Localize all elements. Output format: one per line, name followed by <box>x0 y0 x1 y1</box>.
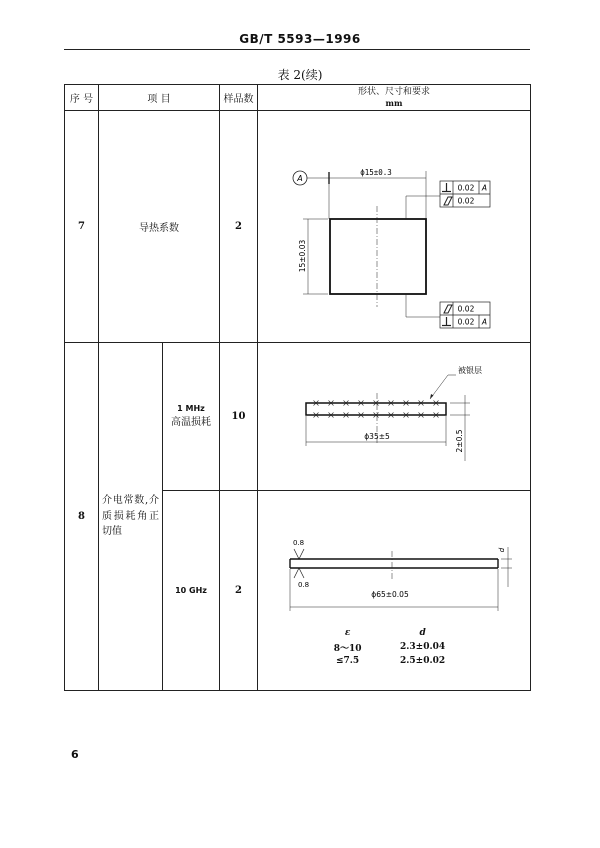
row7-samples: 2 <box>220 111 258 343</box>
disc-diameter: ϕ35±5 <box>364 432 390 441</box>
row8-item: 介电常数,介质损耗角正切值 <box>99 343 163 691</box>
table-caption: 表 2(续) <box>277 68 323 82</box>
table-row <box>65 111 531 343</box>
row8-sub1-samples: 10 <box>220 343 258 491</box>
datum-label: A <box>297 174 303 183</box>
tol-top-1-ref: A <box>481 183 488 193</box>
row8-sub1-condition: 高温损耗 <box>171 417 211 428</box>
permittivity-thickness-table <box>319 626 469 668</box>
specimen-outline <box>330 219 426 294</box>
disc-thickness: 2±0.5 <box>455 429 464 453</box>
row8-sub1-cond <box>163 343 220 491</box>
tol-bot-2-value: 0.02 <box>457 317 475 327</box>
row8-sub2-samples: 2 <box>220 491 258 691</box>
row7-item: 导热系数 <box>99 111 220 343</box>
coating-label: 被银层 <box>458 366 482 375</box>
row8-seq: 8 <box>65 343 99 691</box>
col-seq-header: 序 号 <box>65 85 99 111</box>
roughness-icon <box>294 549 304 559</box>
silvered-disc-drawing <box>258 343 530 487</box>
table-header-row <box>65 85 531 111</box>
spec-header-epsilon: ε <box>344 628 351 638</box>
height-dimension: 15±0.03 <box>298 239 307 273</box>
col-shape-header <box>258 85 531 111</box>
col-samples-header: 样品数 <box>220 85 258 111</box>
width-dimension: ϕ15±0.3 <box>360 168 392 177</box>
microwave-disc-drawing <box>258 491 530 623</box>
tol-bot-2-ref: A <box>481 317 488 327</box>
spec-row1-epsilon: 8～10 <box>333 643 362 654</box>
plate-thickness-symbol: d <box>498 547 506 553</box>
shape-header-label: 形状、尺寸和要求 <box>357 86 430 97</box>
row7-seq: 7 <box>65 111 99 343</box>
roughness-top-value: 0.8 <box>293 539 305 547</box>
spec-header-d: d <box>419 628 426 638</box>
row7-drawing-cell <box>258 111 531 343</box>
plate-diameter: ϕ65±0.05 <box>371 590 409 599</box>
tol-bot-1-value: 0.02 <box>457 304 475 314</box>
spec-row2-epsilon: ≤7.5 <box>335 656 360 666</box>
spec-row2-d: 2.5±0.02 <box>400 656 446 666</box>
roughness-icon <box>294 568 304 578</box>
requirements-table <box>64 84 531 691</box>
disc-outline <box>306 403 446 415</box>
row8-sub1-freq: 1 MHz <box>177 404 205 413</box>
flatness-icon <box>444 197 452 205</box>
page-number: 6 <box>71 748 79 761</box>
units-label: mm <box>385 97 403 108</box>
standard-header: GB/T 5593—1996 <box>239 32 361 46</box>
row8-sub2-drawing-cell <box>258 491 531 691</box>
table-row <box>65 343 531 491</box>
thermal-conductivity-specimen-drawing <box>258 111 530 339</box>
row8-sub2-freq: 10 GHz <box>163 491 220 691</box>
col-item-header: 项 目 <box>99 85 220 111</box>
spec-row1-d: 2.3±0.04 <box>400 642 446 652</box>
roughness-bottom-value: 0.8 <box>298 581 310 589</box>
tol-top-2-value: 0.02 <box>457 196 475 206</box>
flatness-icon <box>444 305 452 313</box>
row8-sub1-drawing-cell <box>258 343 531 491</box>
header-rule <box>64 49 530 50</box>
tol-top-1-value: 0.02 <box>457 183 475 193</box>
